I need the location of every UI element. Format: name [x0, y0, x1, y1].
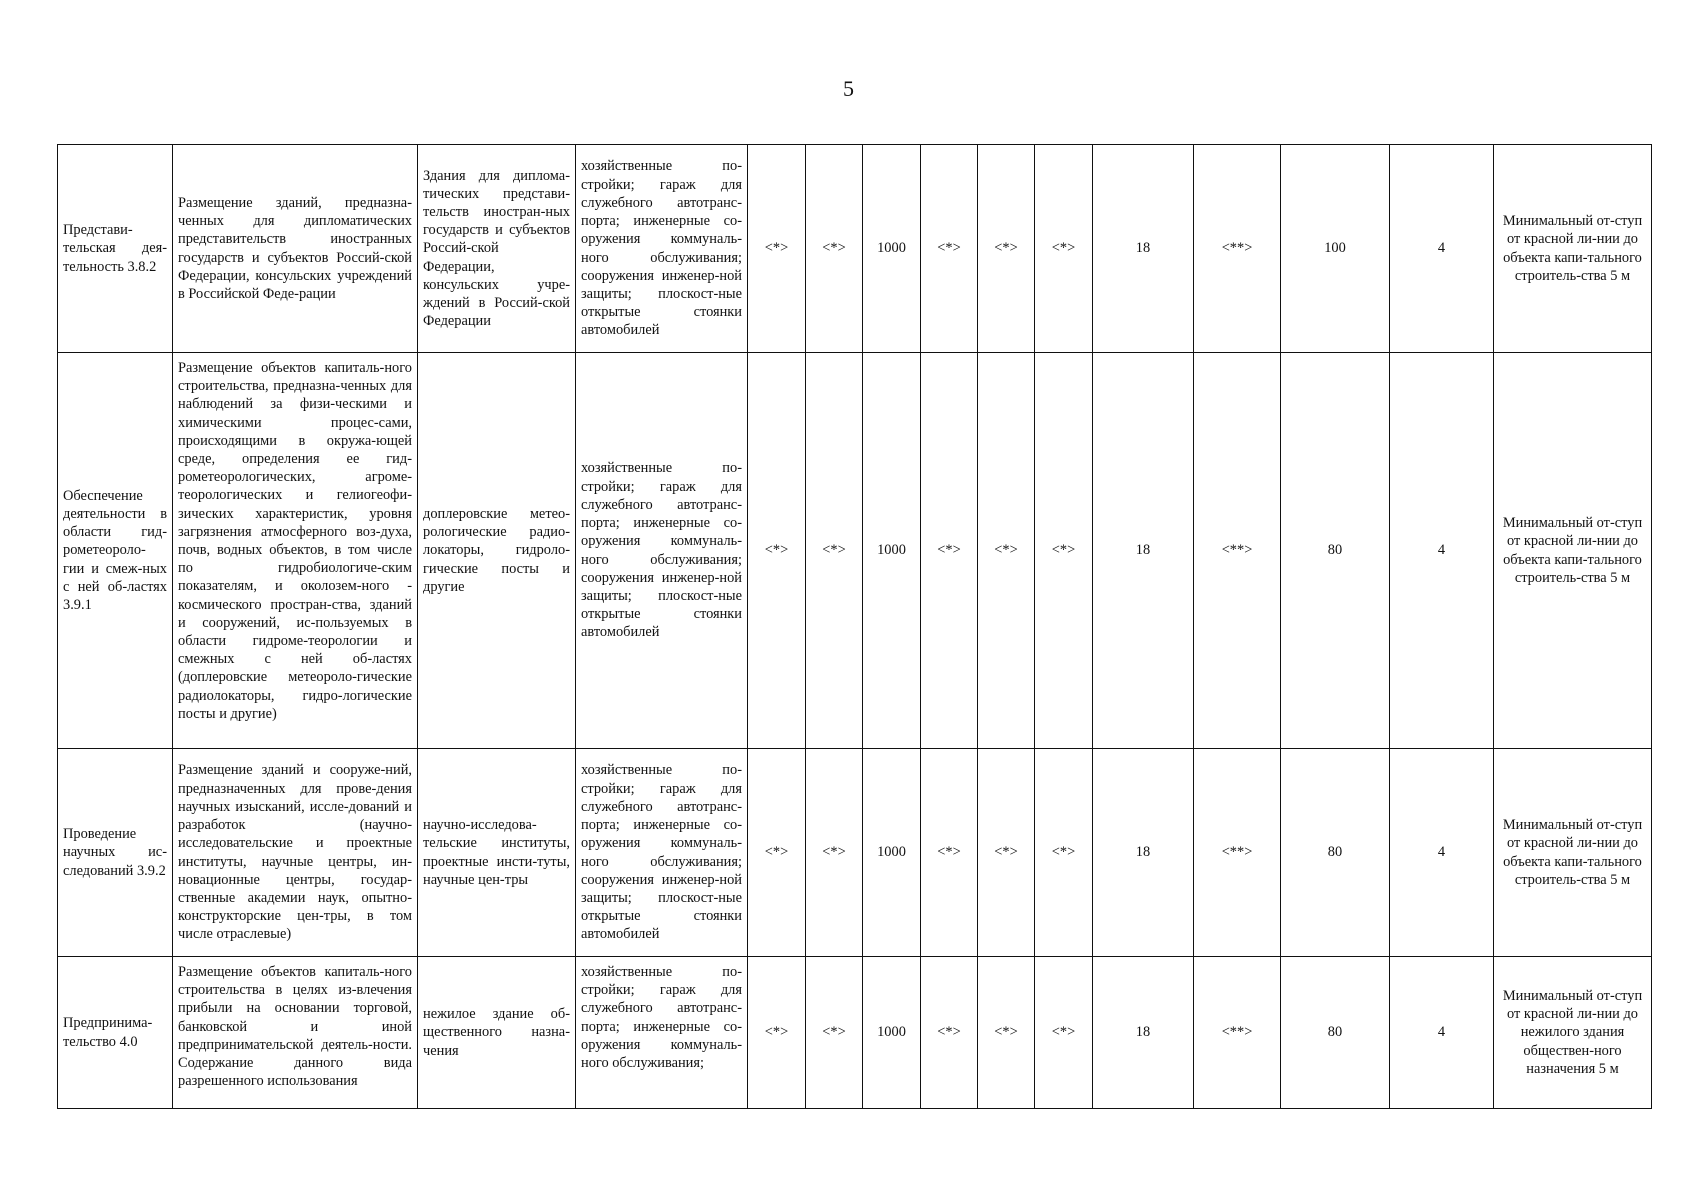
param-cell: 1000 — [863, 957, 921, 1109]
auxiliary-objects: хозяйственные по-стройки; гараж для служебного автотранс-порта; инженерные со-оружения коммуналь-ного обслуживания; сооружения инженер-ной защиты; плоскост-ные открытые стоянки автомобилей — [576, 353, 748, 749]
param-cell: <*> — [978, 957, 1035, 1109]
main-objects: научно-исследова-тельские институты, проектные инсти-туты, научные цен-тры — [418, 749, 576, 957]
auxiliary-objects: хозяйственные по-стройки; гараж для служебного автотранс-порта; инженерные со-оружения коммуналь-ного обслуживания; сооружения инженер-ной защиты; плоскост-ные открытые стоянки автомобилей — [576, 749, 748, 957]
param-cell: 100 — [1281, 145, 1390, 353]
param-cell: <*> — [921, 145, 978, 353]
use-type-name: Предпринима-тельство 4.0 — [58, 957, 173, 1109]
restriction-note: Минимальный от-ступ от красной ли-нии до нежилого здания обществен-ного назначения 5 м — [1494, 957, 1652, 1109]
table-row — [58, 145, 1652, 353]
use-type-description: Размещение зданий, предназна-ченных для дипломатических представительств иностранных государств и субъектов Россий-ской Федерации, консульских учреждений в Российской Феде-рации — [173, 145, 418, 353]
param-cell: <*> — [806, 145, 863, 353]
use-type-description: Размещение объектов капиталь-ного строительства, предназна-ченных для наблюдений за физи-ческими и химическими процес-сами, происходящими в окружа-ющей среде, определения ее гид-рометеорологических, агроме-теорологических и гелиогеофи-зических характеристик, уровня загрязнения атмосферного воз-духа, почв, водных объектов, в том числе по гидробиологиче-ским показателям, и околозем-ного - космического простран-ства, зданий и сооружений, ис-пользуемых в области гидроме-теорологии и смежных с ней об-ластях (доплеровские метеороло-гические радиолокаторы, гидро-логические посты и другие) — [173, 353, 418, 749]
auxiliary-objects-text: хозяйственные по-стройки; гараж для служебного автотранс-порта; инженерные со-оружения коммуналь-ного обслуживания; — [581, 964, 742, 1072]
param-cell: <*> — [806, 749, 863, 957]
table-row — [58, 353, 1652, 749]
param-cell: 80 — [1281, 749, 1390, 957]
param-cell: <*> — [921, 749, 978, 957]
param-cell: <*> — [748, 957, 806, 1109]
param-cell: 18 — [1093, 353, 1194, 749]
param-cell: 4 — [1390, 957, 1494, 1109]
main-objects: Здания для диплома-тических представи-тельств иностран-ных государств и субъектов Россий-ской Федерации, консульских учре-ждений в Россий-ской Федерации — [418, 145, 576, 353]
use-type-name: Представи-тельская дея-тельность 3.8.2 — [58, 145, 173, 353]
restriction-note: Минимальный от-ступ от красной ли-нии до объекта капи-тального строитель-ства 5 м — [1494, 749, 1652, 957]
land-use-table — [57, 144, 1652, 1109]
param-cell: <**> — [1194, 957, 1281, 1109]
param-cell: <*> — [1035, 749, 1093, 957]
use-type-description: Размещение зданий и сооруже-ний, предназначенных для прове-дения научных изысканий, иссле-дований и разработок (научно-исследовательские и проектные институты, научные центры, ин-новационные центры, государ-ственные академии наук, опытно-конструкторские цен-тры, в том числе отраслевые) — [173, 749, 418, 957]
param-cell: 1000 — [863, 353, 921, 749]
page-number: 5 — [843, 76, 854, 101]
param-cell: <*> — [978, 145, 1035, 353]
param-cell: 18 — [1093, 749, 1194, 957]
param-cell: <*> — [806, 957, 863, 1109]
param-cell: <*> — [748, 749, 806, 957]
use-type-name: Проведение научных ис-следований 3.9.2 — [58, 749, 173, 957]
param-cell: <**> — [1194, 145, 1281, 353]
param-cell: 4 — [1390, 353, 1494, 749]
main-objects: доплеровские метео-рологические радио-локаторы, гидроло-гические посты и другие — [418, 353, 576, 749]
table-row — [58, 957, 1652, 1109]
param-cell: <*> — [748, 353, 806, 749]
param-cell: <**> — [1194, 353, 1281, 749]
param-cell: 80 — [1281, 957, 1390, 1109]
param-cell: 18 — [1093, 145, 1194, 353]
use-type-description-text: Размещение объектов капиталь-ного строительства в целях из-влечения прибыли на основании торговой, банковской и иной предпринимательской деятель-ности. Содержание данного вида разрешенного использования — [178, 964, 412, 1090]
param-cell: 4 — [1390, 145, 1494, 353]
param-cell: 1000 — [863, 749, 921, 957]
restriction-note: Минимальный от-ступ от красной ли-нии до объекта капи-тального строитель-ства 5 м — [1494, 353, 1652, 749]
use-type-description — [173, 957, 418, 1109]
param-cell: 1000 — [863, 145, 921, 353]
param-cell: <*> — [1035, 145, 1093, 353]
auxiliary-objects — [576, 957, 748, 1109]
param-cell: <*> — [921, 957, 978, 1109]
param-cell: <*> — [1035, 353, 1093, 749]
auxiliary-objects: хозяйственные по-стройки; гараж для служебного автотранс-порта; инженерные со-оружения коммуналь-ного обслуживания; сооружения инженер-ной защиты; плоскост-ные открытые стоянки автомобилей — [576, 145, 748, 353]
param-cell: <**> — [1194, 749, 1281, 957]
param-cell: <*> — [921, 353, 978, 749]
use-type-name: Обеспечение деятельности в области гид-рометеороло-гии и смеж-ных с ней об-ластях 3.9.1 — [58, 353, 173, 749]
param-cell: <*> — [1035, 957, 1093, 1109]
param-cell: <*> — [806, 353, 863, 749]
param-cell: <*> — [978, 353, 1035, 749]
main-objects: нежилое здание об-щественного назна-чения — [418, 957, 576, 1109]
param-cell: 18 — [1093, 957, 1194, 1109]
restriction-note: Минимальный от-ступ от красной ли-нии до объекта капи-тального строитель-ства 5 м — [1494, 145, 1652, 353]
param-cell: <*> — [748, 145, 806, 353]
table-row — [58, 749, 1652, 957]
param-cell: <*> — [978, 749, 1035, 957]
param-cell: 4 — [1390, 749, 1494, 957]
param-cell: 80 — [1281, 353, 1390, 749]
